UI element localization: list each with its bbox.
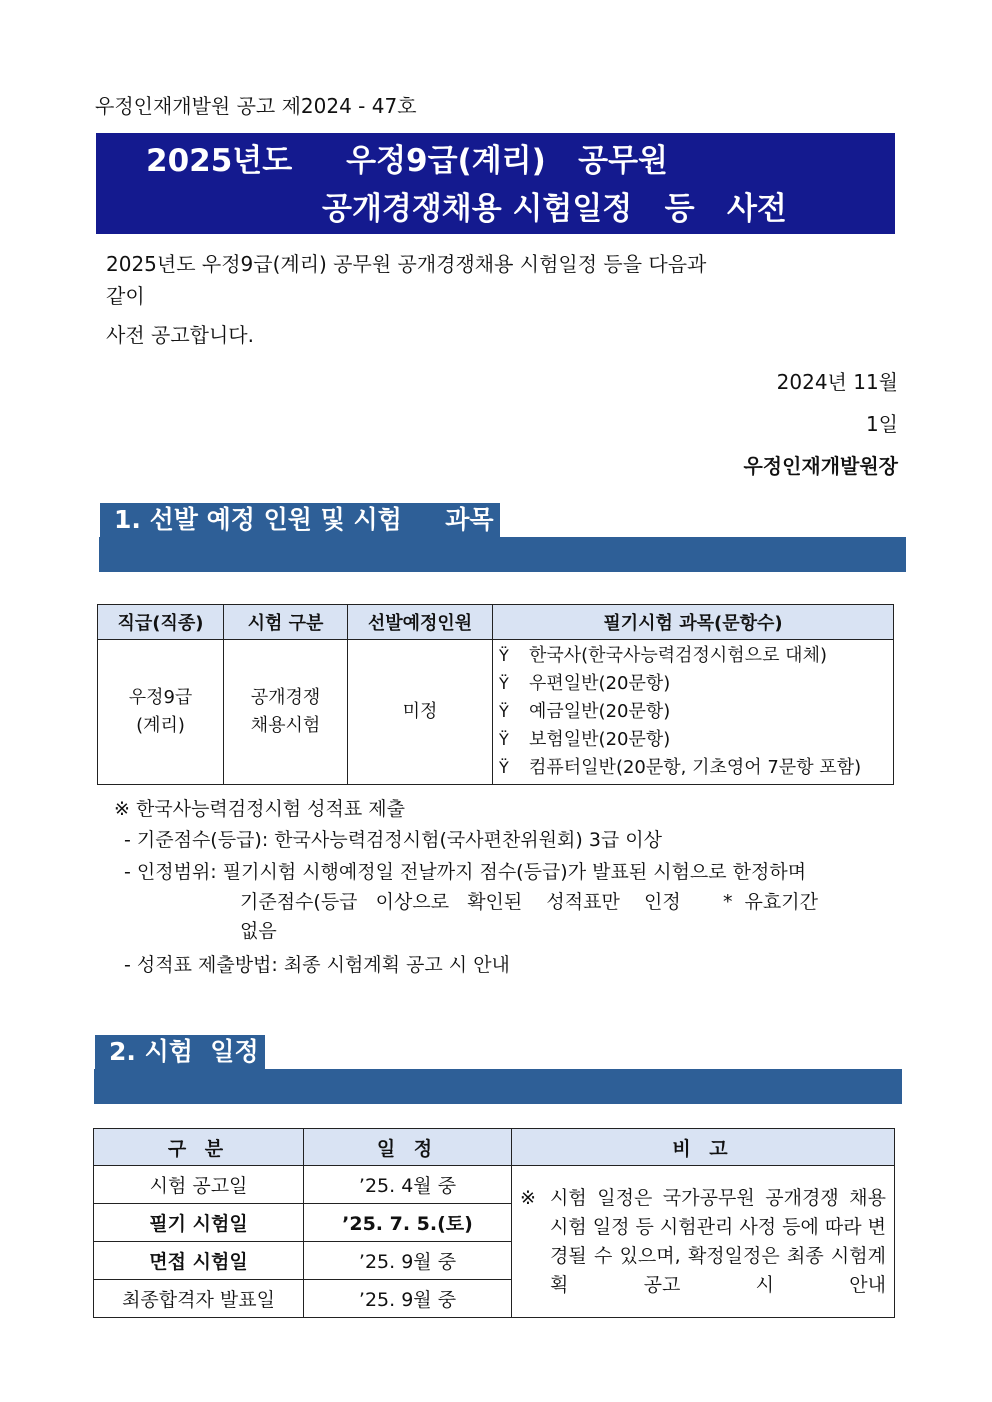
section2-title: 2. 시험 일정 — [95, 1035, 265, 1069]
exam-type-cell — [224, 640, 348, 785]
header-exam-type: 시험 구분 — [224, 605, 348, 640]
title-banner — [96, 133, 895, 234]
notice-number: 우정인재개발원 공고 제2024 - 47호 — [95, 94, 417, 118]
list-item — [499, 670, 893, 698]
note-item-2-line-3: 없음 — [240, 920, 277, 942]
selection-table-row — [98, 640, 894, 785]
grade-line-1: 우정9급 — [128, 687, 193, 708]
row-date: ’25. 7. 5.(토) — [304, 1204, 512, 1242]
header-headcount: 선발예정인원 — [348, 605, 493, 640]
table-row — [94, 1166, 895, 1204]
note-item-1: - 기준점수(등급): 한국사능력검정시험(국사편찬위원회) 3급 이상 — [124, 829, 663, 851]
title-line-3 — [322, 229, 382, 234]
remark-text: 시험 일정은 국가공무원 공개경쟁 채용시험 일정 등 시험관리 사정 등에 따라 변경될 수 있으며, 확정일정은 최종 시험계획 공고 시 안내 — [550, 1186, 886, 1296]
row-date: ’25. 9월 중 — [304, 1280, 512, 1318]
bullet-icon: Ÿ — [499, 730, 509, 749]
intro-line-3: 사전 공고합니다. — [106, 323, 254, 347]
header-schedule: 일 정 — [304, 1129, 512, 1166]
subject-name: 한국사(한국사능력검정시험으로 대체) — [529, 645, 827, 666]
schedule-table — [93, 1128, 895, 1318]
subject-name: 예금일반(20문항) — [529, 701, 671, 722]
exam-type-line-2: 채용시험 — [250, 715, 321, 736]
list-item — [499, 698, 893, 726]
selection-table-header — [98, 605, 894, 640]
section1-title: 1. 선발 예정 인원 및 시험 과목 — [100, 503, 500, 537]
subjects-list — [493, 640, 893, 784]
row-label: 최종합격자 발표일 — [94, 1280, 304, 1318]
title-line-1: 2025년도 우정9급(계리) 공무원 — [146, 143, 668, 179]
grade-line-2: (계리) — [136, 715, 185, 736]
issuer: 우정인재개발원장 — [743, 454, 898, 478]
note-item-2-line-2: 기준점수(등급 이상으로 확인된 성적표만 인정 * 유효기간 — [240, 891, 818, 913]
bullet-icon: Ÿ — [499, 758, 509, 777]
remark-mark: ※ — [520, 1186, 536, 1209]
grade-cell — [98, 640, 224, 785]
section1-bar — [99, 537, 906, 572]
remark-cell — [512, 1166, 895, 1318]
header-remarks: 비 고 — [512, 1129, 895, 1166]
row-date: ’25. 9월 중 — [304, 1242, 512, 1280]
list-item — [499, 726, 893, 754]
row-label: 시험 공고일 — [94, 1166, 304, 1204]
subjects-cell — [493, 640, 894, 785]
selection-table — [97, 604, 894, 785]
list-item — [499, 754, 893, 782]
header-grade: 직급(직종) — [98, 605, 224, 640]
headcount-cell: 미정 — [348, 640, 493, 785]
note-item-3: - 성적표 제출방법: 최종 시험계획 공고 시 안내 — [124, 954, 510, 976]
note-item-2-line-1: - 인정범위: 필기시험 시행예정일 전날까지 점수(등급)가 발표된 시험으로 한정하며 — [124, 861, 807, 883]
row-date: ’25. 4월 중 — [304, 1166, 512, 1204]
bullet-icon: Ÿ — [499, 646, 509, 665]
intro-line-2: 같이 — [106, 284, 145, 308]
header-subjects: 필기시험 과목(문항수) — [493, 605, 894, 640]
list-item — [499, 642, 893, 670]
section2-bar — [94, 1069, 902, 1104]
date-line-1: 2024년 11월 — [776, 370, 898, 394]
exam-type-line-1: 공개경쟁 — [250, 687, 321, 708]
subject-name: 컴퓨터일반(20문항, 기초영어 7문항 포함) — [529, 757, 862, 778]
row-label: 면접 시험일 — [94, 1242, 304, 1280]
subject-name: 우편일반(20문항) — [529, 673, 671, 694]
bullet-icon: Ÿ — [499, 674, 509, 693]
subject-name: 보험일반(20문항) — [529, 729, 671, 750]
date-line-2: 1일 — [865, 412, 898, 436]
intro-line-1: 2025년도 우정9급(계리) 공무원 공개경쟁채용 시험일정 등을 다음과 — [106, 252, 707, 276]
row-label: 필기 시험일 — [94, 1204, 304, 1242]
notes-heading: ※ 한국사능력검정시험 성적표 제출 — [114, 798, 405, 820]
remark-wrap — [520, 1184, 886, 1300]
header-category: 구 분 — [94, 1129, 304, 1166]
bullet-icon: Ÿ — [499, 702, 509, 721]
schedule-table-header — [94, 1129, 895, 1166]
title-line-2: 공개경쟁채용 시험일정 등 사전 — [322, 191, 787, 227]
